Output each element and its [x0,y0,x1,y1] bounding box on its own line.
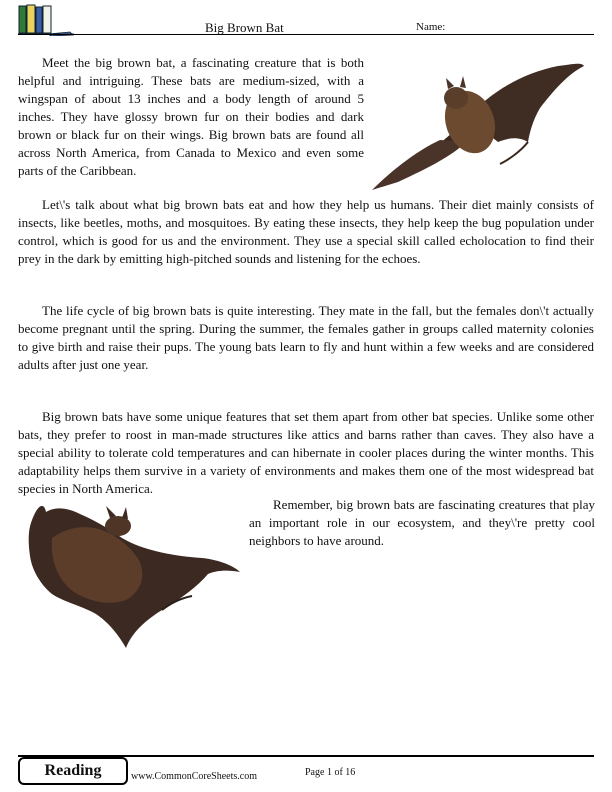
page-number: Page 1 of 16 [305,767,356,778]
paragraph-conclusion: Remember, big brown bats are fascinating creatures that play an important role in our ecosystem, and they\'re pretty cool neighbors to have around. [249,497,595,548]
bat-hanging-photo [22,498,244,650]
bat-flying-photo [368,56,586,196]
name-label: Name: [416,21,446,33]
header-divider [18,34,594,35]
paragraph-life-cycle: The life cycle of big brown bats is quite interesting. They mate in the fall, but the females don\'t actually become pregnant until the spring. During the summer, the females gather in groups called maternity colonies to give birth and raise their pups. The young bats learn to fly and hunt within a few weeks and are considered adults after just one year. [18,303,594,372]
paragraph-diet: Let\'s talk about what big brown bats eat and how they help us humans. Their diet mainly consists of insects, like beetles, moths, and mosquitoes. By eating these insects, they help keep the bug population under control, which is good for us and the environment. They use a special skill called echolocation to find their prey in the dark by emitting high-pitched sounds and listening for the echoes. [18,197,594,266]
reading-badge: Reading [18,757,128,785]
worksheet-title: Big Brown Bat [205,20,284,35]
books-icon [18,4,74,36]
site-link[interactable]: www.CommonCoreSheets.com [131,771,258,782]
paragraph-features: Big brown bats have some unique features that set them apart from other bat species. Unlike some other bats, they prefer to roost in man-made structures like attics and barns rather than caves. They also have a special ability to tolerate cold temperatures and can hibernate in cooler places during the winter months. This adaptability helps them survive in a variety of environments and makes them one of the most widespread bat species in North America. [18,409,594,496]
paragraph-intro: Meet the big brown bat, a fascinating creature that is both helpful and intriguing. These bats are medium-sized, with a wingspan of about 13 inches and a body length of around 5 inches. They have glossy brown fur on their bodies and dark brown or black fur on their wings. Big brown bats are found all across North America, from Canada to Mexico and even some parts of the Caribbean. [18,55,364,178]
